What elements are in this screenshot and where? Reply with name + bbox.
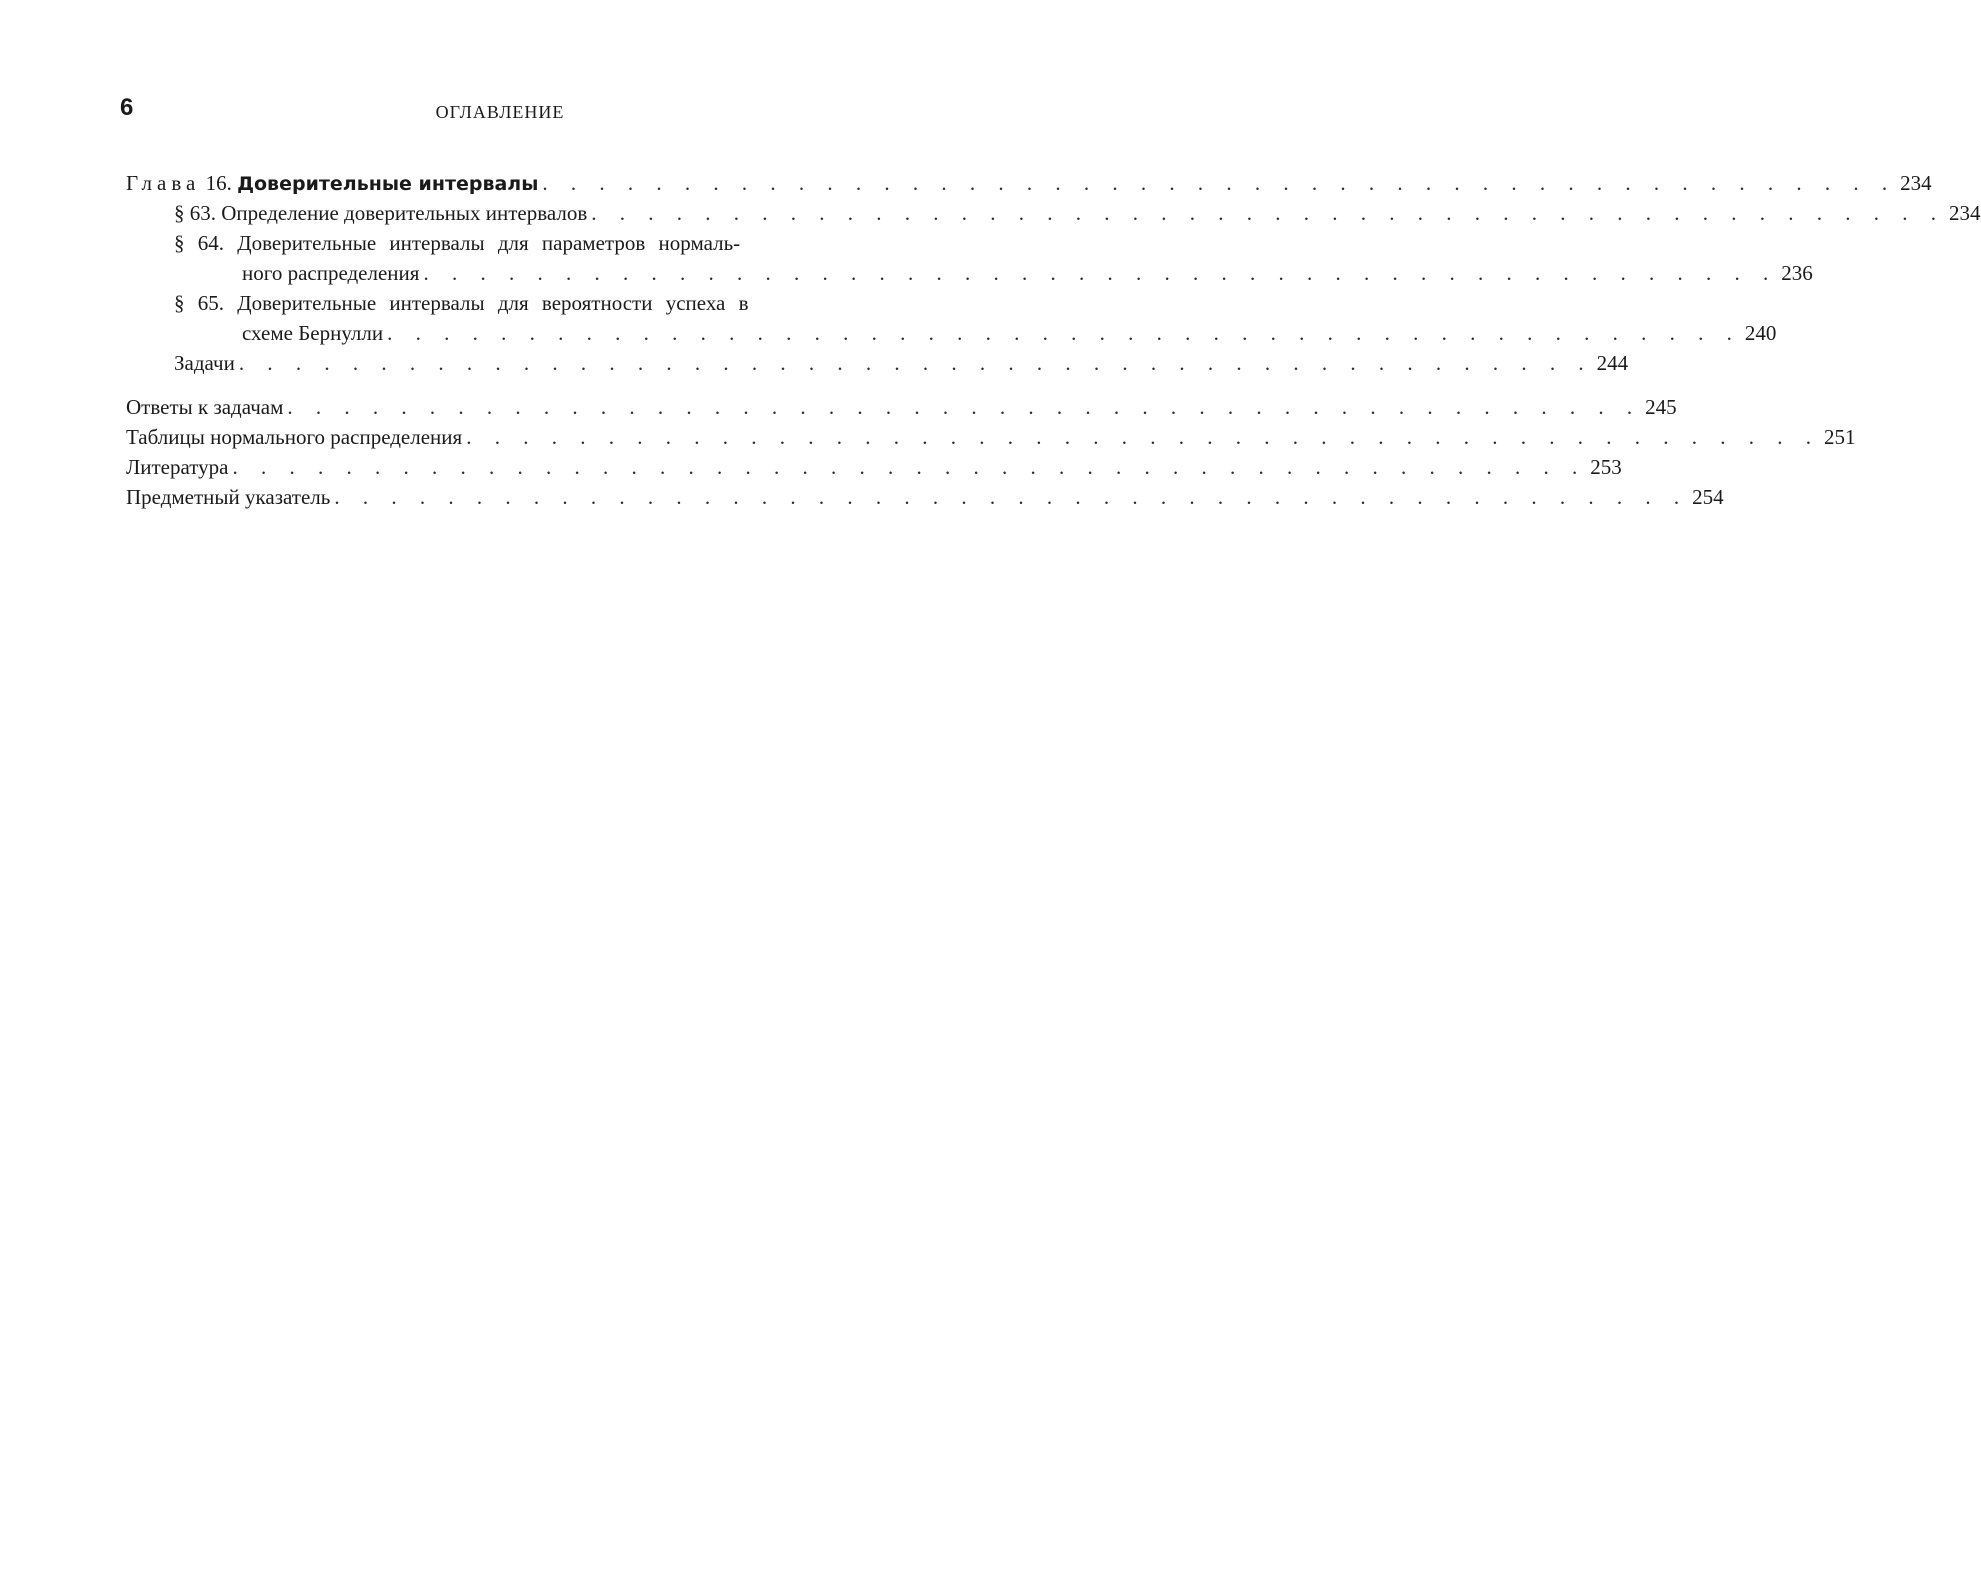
toc-page-number: 253 [1590,455,1622,479]
toc-entry-label: Ответы к задачам [126,395,284,419]
toc-entry-label: § 64. Доверительные интервалы для параметров нормаль- [174,231,741,255]
running-title: ОГЛАВЛЕНИЕ [435,102,565,122]
chapter-title: Доверительные интервалы [237,173,539,195]
dot-leader: . . . . . . . . . . . . . . . . . . . . . . . . . . . . . . . . . . . . . . . . . . . . . . . . [287,395,1642,419]
toc-page-number: 234 [1900,171,1932,195]
toc-entry-chapter-16[interactable] [126,168,1932,198]
toc-entry-answers[interactable] [126,392,1677,422]
toc-entry-second-line [126,258,1813,288]
dot-leader: . . . . . . . . . . . . . . . . . . . . . . . . . . . . . . . . . . . . . . . . . . . . . . . . [387,321,1741,345]
toc-entry-label [126,168,538,199]
toc-page-number: 236 [1781,261,1813,285]
toc-page-number: 240 [1744,321,1777,345]
toc-entry-label: Задачи [174,351,235,375]
toc-entry-section-63[interactable] [126,198,1981,228]
dot-leader: . . . . . . . . . . . . . . . . . . . . . . . . . . . . . . . . . . . . . . . . . . . . . . . . [232,455,1587,479]
toc-page-number: 254 [1692,485,1724,509]
dot-leader: . . . . . . . . . . . . . . . . . . . . . . . . . . . . . . . . . . . . . . . . . . . . . . . . [423,261,1778,285]
dot-leader: . . . . . . . . . . . . . . . . . . . . . . . . . . . . . . . . . . . . . . . . . . . . . . . . [466,425,1820,449]
toc-entry-section-64[interactable] [126,228,1813,288]
toc-entry-literature[interactable] [126,452,1622,482]
toc-entry-label: Предметный указатель [126,485,331,509]
toc-entry-label-continued: схеме Бернулли [242,321,384,345]
dot-leader: . . . . . . . . . . . . . . . . . . . . . . . . . . . . . . . . . . . . . . . . . . . . . . . . [542,171,1897,195]
page-number: 6 [120,94,134,121]
toc-page-number: 245 [1645,395,1677,419]
chapter-prefix: Глава [126,171,201,195]
toc-entry-first-line [126,228,918,258]
toc-entry-problems[interactable] [126,348,1629,378]
toc-page-number: 234 [1949,201,1981,225]
dot-leader: . . . . . . . . . . . . . . . . . . . . . . . . . . . . . . . . . . . . . . . . . . . . . . . . [591,201,1946,225]
chapter-number: 16. [205,171,232,195]
toc-entry-label: Литература [126,455,229,479]
toc-entry-label: Таблицы нормального распределения [126,425,463,449]
spacer [126,378,918,392]
toc-page-number: 244 [1596,351,1629,375]
toc-entry-normal-tables[interactable] [126,422,1856,452]
toc-page-number: 251 [1823,425,1856,449]
toc-entry-label: § 63. Определение доверительных интервалов [174,201,588,225]
dot-leader: . . . . . . . . . . . . . . . . . . . . . . . . . . . . . . . . . . . . . . . . . . . . . . . . [334,485,1689,509]
toc-entry-first-line [126,288,918,318]
toc-entry-section-65[interactable] [126,288,1777,348]
toc-entry-label-continued: ного распределения [242,261,420,285]
toc-entry-subject-index[interactable] [126,482,1724,512]
toc-entry-label: § 65. Доверительные интервалы для вероятности успеха в [174,291,749,315]
toc-entry-second-line [126,318,1777,348]
table-of-contents [126,168,1981,512]
dot-leader: . . . . . . . . . . . . . . . . . . . . . . . . . . . . . . . . . . . . . . . . . . . . . . . . [238,351,1593,375]
